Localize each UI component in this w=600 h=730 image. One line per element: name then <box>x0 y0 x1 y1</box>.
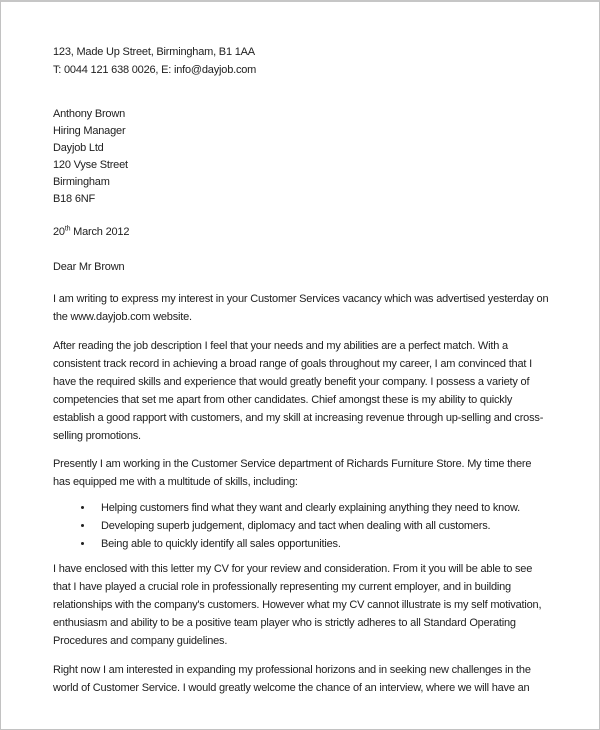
recipient-street: 120 Vyse Street <box>53 159 128 171</box>
recipient-title: Hiring Manager <box>53 125 126 137</box>
paragraph-current-role: Presently I am working in the Customer Service department of Richards Furniture Store. My time there has equipped me with a multitude of skills, including: <box>53 458 532 488</box>
date-ordinal-suffix: th <box>64 225 71 233</box>
skills-list-item: • Being able to quickly identify all sales opportunities. <box>94 535 549 553</box>
sender-contact-line: T: 0044 121 638 0026, E: info@dayjob.com <box>53 64 257 76</box>
sender-block <box>53 43 549 79</box>
recipient-city: Birmingham <box>53 176 110 188</box>
letter-date <box>53 223 549 241</box>
sender-address-line: 123, Made Up Street, Birmingham, B1 1AA <box>53 46 255 58</box>
salutation: Dear Mr Brown <box>53 261 125 273</box>
skills-list-item: • Developing superb judgement, diplomacy and tact when dealing with all customers. <box>94 517 549 535</box>
skills-list-item: • Helping customers find what they want and clearly explaining anything they need to know. <box>94 499 549 517</box>
skills-list <box>53 499 549 553</box>
paragraph-opening: I am writing to express my interest in your Customer Services vacancy which was advertised yesterday on the www.dayjob.com website. <box>53 293 549 323</box>
recipient-postcode: B18 6NF <box>53 193 96 205</box>
letter-content <box>1 2 599 697</box>
recipient-name: Anthony Brown <box>53 108 125 120</box>
paragraph-cv-enclosed: I have enclosed with this letter my CV for your review and consideration. From it you will be able to see that I have played a crucial role in professionally representing my current employer, and in building relationships with the company's customers. However what my CV cannot illustrate is my self motivation, enthusiasm and ability to be a positive team player who is strictly adheres to all Standard Operating Procedures and company guidelines. <box>53 563 542 647</box>
paragraph-closing: Right now I am interested in expanding my professional horizons and in seeking new challenges in the world of Customer Service. I would greatly welcome the chance of an interview, where we will have an <box>53 664 531 694</box>
paragraph-suitability: After reading the job description I feel that your needs and my abilities are a perfect match. With a consistent track record in achieving a broad range of goals throughout my career, I am convinced that I have the required skills and experience that would greatly benefit your company. I possess a variety of competencies that set me apart from other candidates. Chief amongst these is my ability to quickly establish a good rapport with customers, and my skill at increasing revenue through up-selling and cross-selling promotions. <box>53 340 544 442</box>
recipient-company: Dayjob Ltd <box>53 142 104 154</box>
recipient-block <box>53 106 549 208</box>
date-month-year: March 2012 <box>73 226 130 238</box>
date-day: 20 <box>53 226 65 238</box>
